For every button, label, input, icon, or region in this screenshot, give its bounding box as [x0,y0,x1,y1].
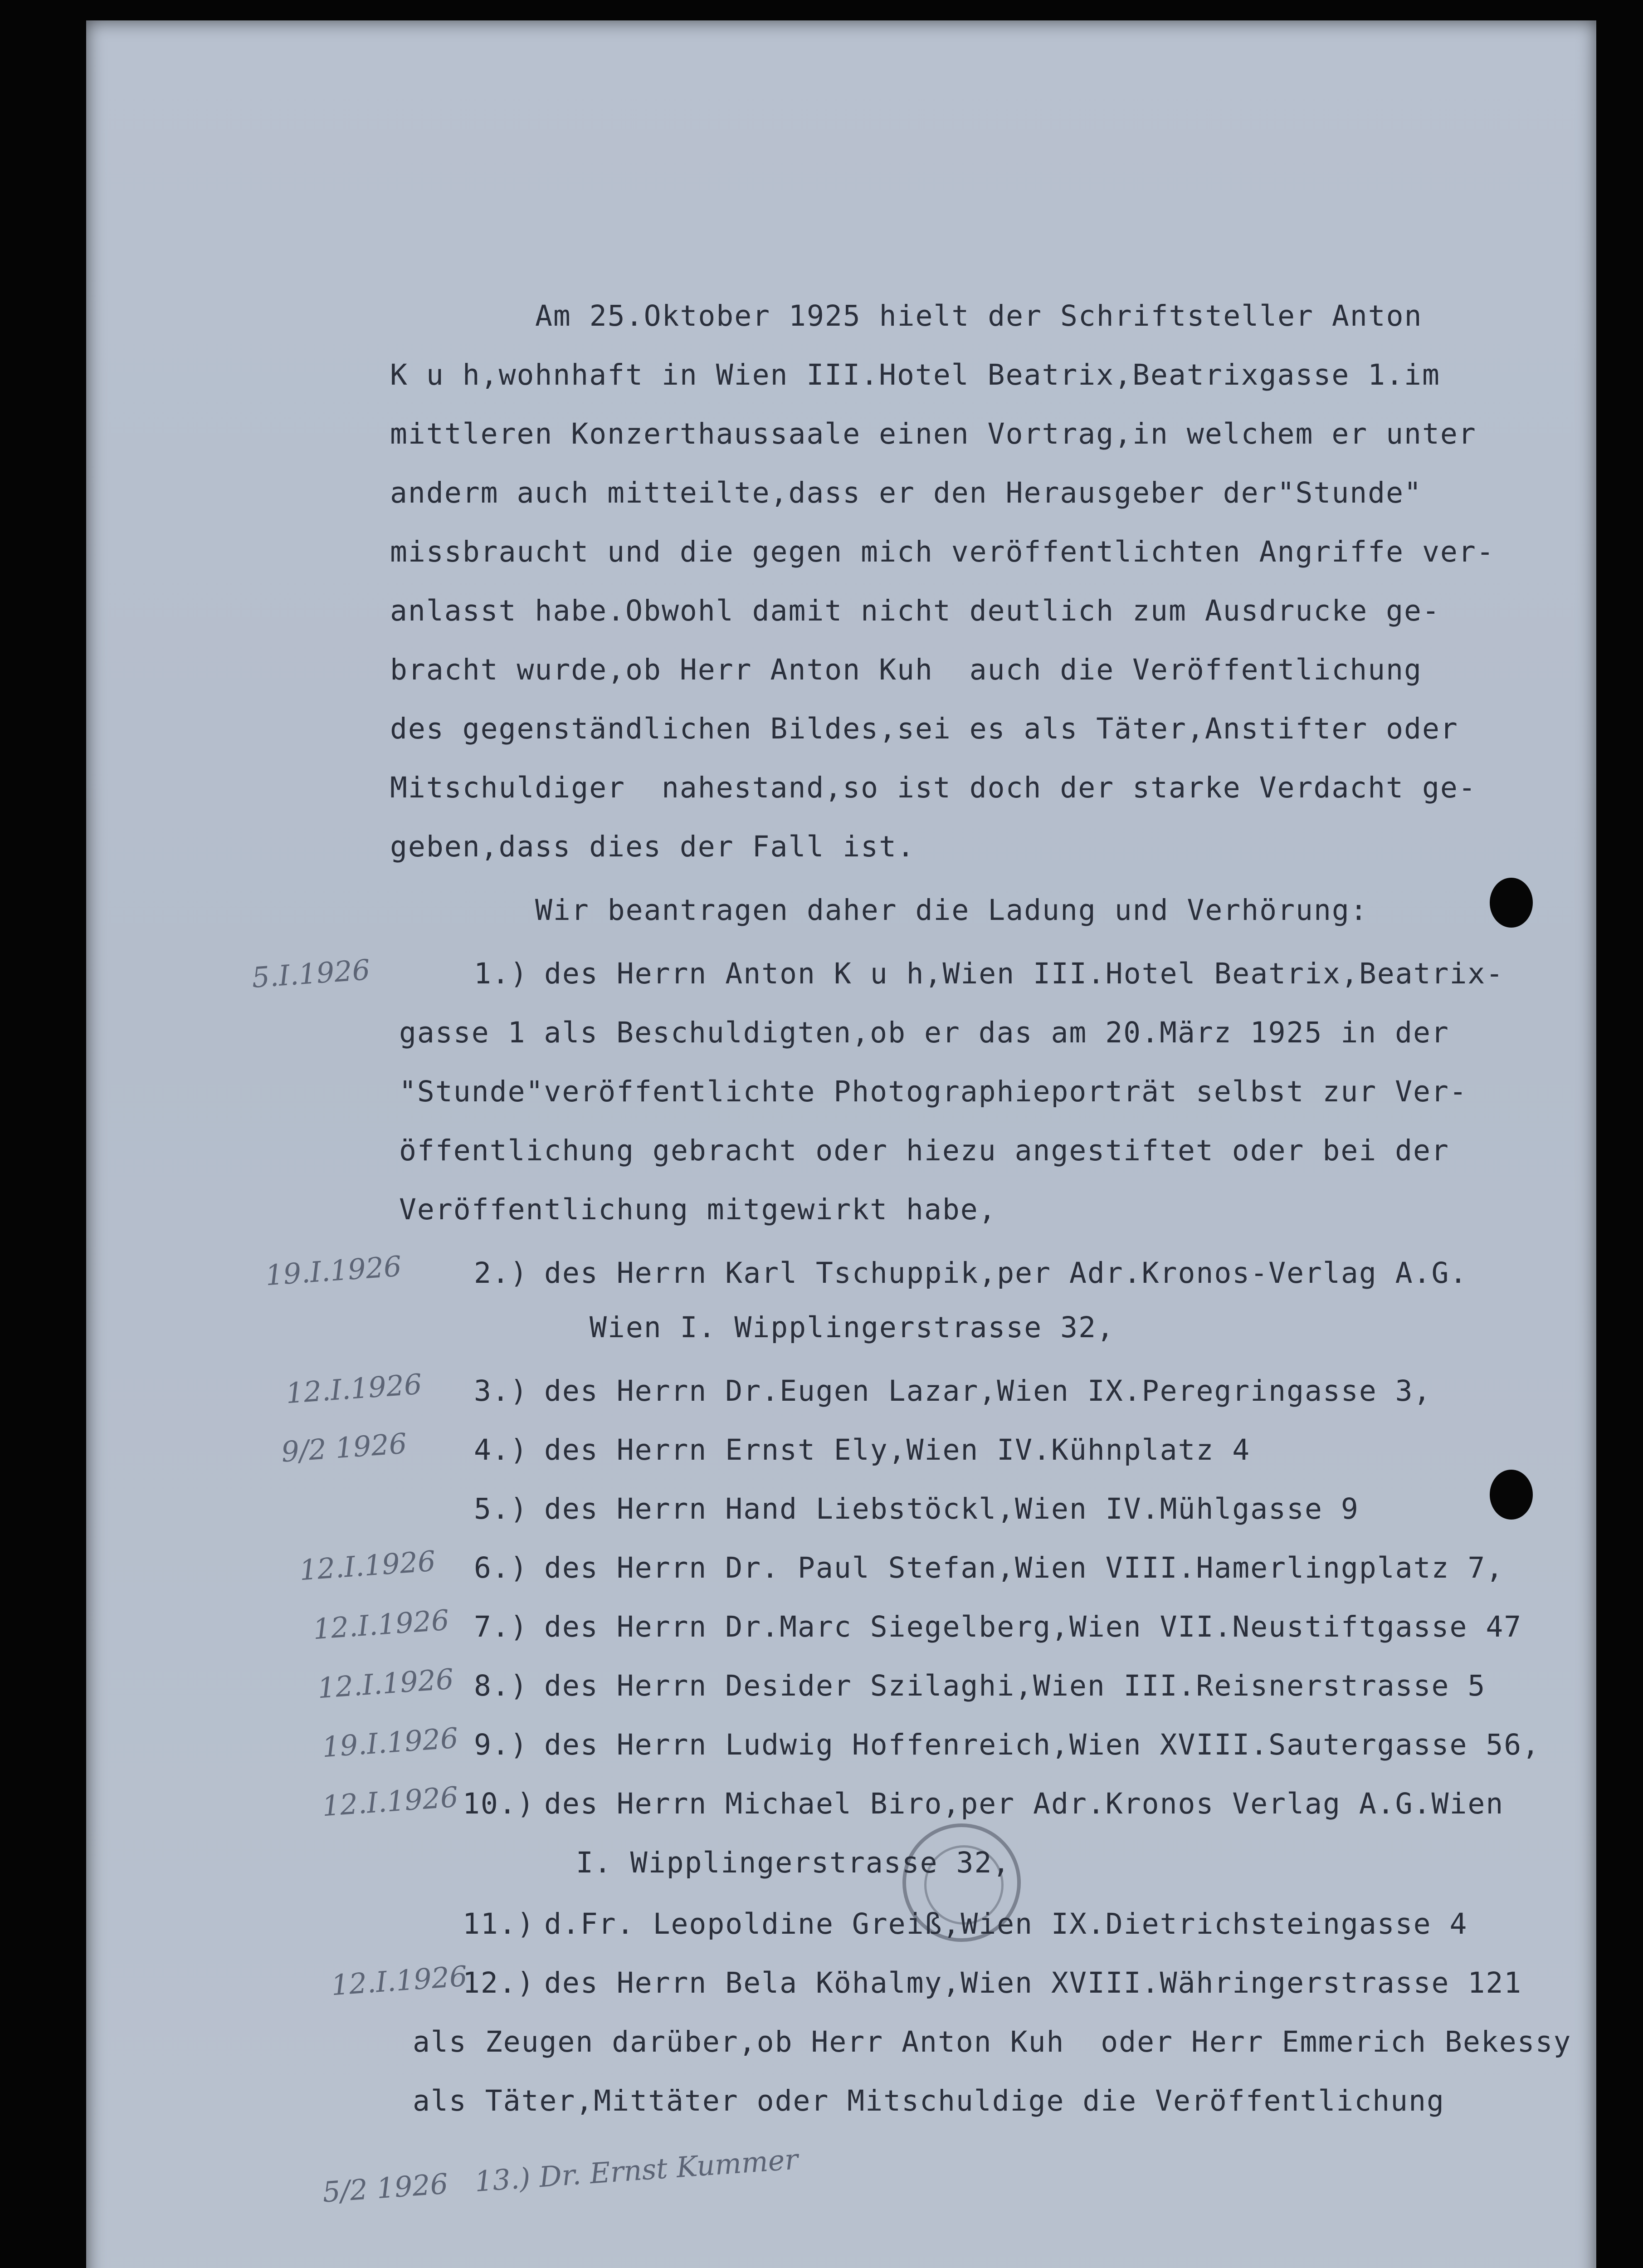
handwritten-date: 12.I.1926 [298,1544,437,1587]
item-number: 1.) [474,957,528,990]
paragraph-line: bracht wurde,ob Herr Anton Kuh auch die Veröffentlichung [390,653,1422,686]
item-number: 10.) [463,1787,535,1820]
document-page [86,20,1596,2268]
item-number: 5.) [474,1492,528,1525]
handwritten-date: 12.I.1926 [321,1780,459,1823]
punch-hole-top [1490,878,1533,928]
closing-line: als Zeugen darüber,ob Herr Anton Kuh oder Herr Emmerich Bekessy [413,2025,1572,2058]
intro-line: Wir beantragen daher die Ladung und Verhörung: [535,894,1368,927]
paragraph-line: Am 25.Oktober 1925 hielt der Schriftsteller Anton [535,299,1423,332]
item-line: Wien I. Wipplingerstrasse 32, [590,1311,1115,1344]
item-line: des Herrn Bela Köhalmy,Wien XVIII.Währingerstrasse 121 [544,1966,1522,1999]
item-line: des Herrn Hand Liebstöckl,Wien IV.Mühlgasse 9 [544,1492,1359,1525]
item-number: 6.) [474,1551,528,1584]
item-number: 12.) [463,1966,535,1999]
item-line: I. Wipplingerstrasse 32, [576,1846,1011,1879]
item-number: 3.) [474,1374,528,1408]
punch-hole-bottom [1490,1470,1533,1520]
item-line: des Herrn Dr.Eugen Lazar,Wien IX.Peregringasse 3, [544,1374,1432,1408]
paragraph-line: K u h,wohnhaft in Wien III.Hotel Beatrix,Beatrixgasse 1.im [390,358,1440,391]
item-line: des Herrn Karl Tschuppik,per Adr.Kronos-Verlag A.G. [544,1256,1468,1290]
handwritten-date: 5.I.1926 [250,953,371,995]
handwritten-date: 12.I.1926 [312,1603,450,1646]
paragraph-line: des gegenständlichen Bildes,sei es als Täter,Anstifter oder [390,712,1458,745]
handwritten-date: 19.I.1926 [264,1249,403,1292]
item-number: 8.) [474,1669,528,1702]
handwritten-date: 12.I.1926 [330,1959,468,2002]
item-number: 4.) [474,1433,528,1466]
handwritten-date: 12.I.1926 [316,1662,455,1705]
item-line: des Herrn Michael Biro,per Adr.Kronos Verlag A.G.Wien [544,1787,1504,1820]
closing-line: als Täter,Mittäter oder Mitschuldige die Veröffentlichung [413,2084,1445,2117]
item-number: 11.) [463,1907,535,1941]
paragraph-line: geben,dass dies der Fall ist. [390,830,915,863]
handwritten-date: 9/2 1926 [280,1427,408,1469]
item-number: 2.) [474,1256,528,1290]
paragraph-line: missbraucht und die gegen mich veröffentlichten Angriffe ver- [390,535,1495,568]
item-line: d.Fr. Leopoldine Greiß,Wien IX.Dietrichsteingasse 4 [544,1907,1468,1941]
paragraph-line: anlasst habe.Obwohl damit nicht deutlich zum Ausdrucke ge- [390,594,1440,627]
item-line: des Herrn Ernst Ely,Wien IV.Kühnplatz 4 [544,1433,1251,1466]
paragraph-line: Mitschuldiger nahestand,so ist doch der starke Verdacht ge- [390,771,1477,804]
item-line: gasse 1 als Beschuldigten,ob er das am 20.März 1925 in der [399,1016,1449,1049]
paragraph-line: anderm auch mitteilte,dass er den Herausgeber der"Stunde" [390,476,1422,509]
item-line: des Herrn Anton K u h,Wien III.Hotel Beatrix,Beatrix- [544,957,1504,990]
item-number: 7.) [474,1610,528,1643]
item-line: Veröffentlichung mitgewirkt habe, [399,1193,997,1226]
item-line: des Herrn Desider Szilaghi,Wien III.Reisnerstrasse 5 [544,1669,1486,1702]
item-line: des Herrn Dr. Paul Stefan,Wien VIII.Hamerlingplatz 7, [544,1551,1504,1584]
handwritten-date: 19.I.1926 [321,1721,459,1764]
handwritten-footnote: 5/2 1926 13.) Dr. Ernst Kummer [321,2142,800,2209]
item-line: "Stunde"veröffentlichte Photographieporträt selbst zur Ver- [399,1075,1467,1108]
item-line: des Herrn Dr.Marc Siegelberg,Wien VII.Neustiftgasse 47 [544,1610,1522,1643]
handwritten-date: 12.I.1926 [284,1367,423,1410]
item-line: des Herrn Ludwig Hoffenreich,Wien XVIII.Sautergasse 56, [544,1728,1541,1761]
paragraph-line: mittleren Konzerthaussaale einen Vortrag,in welchem er unter [390,417,1477,450]
item-number: 9.) [474,1728,528,1761]
item-line: öffentlichung gebracht oder hiezu angestiftet oder bei der [399,1134,1449,1167]
